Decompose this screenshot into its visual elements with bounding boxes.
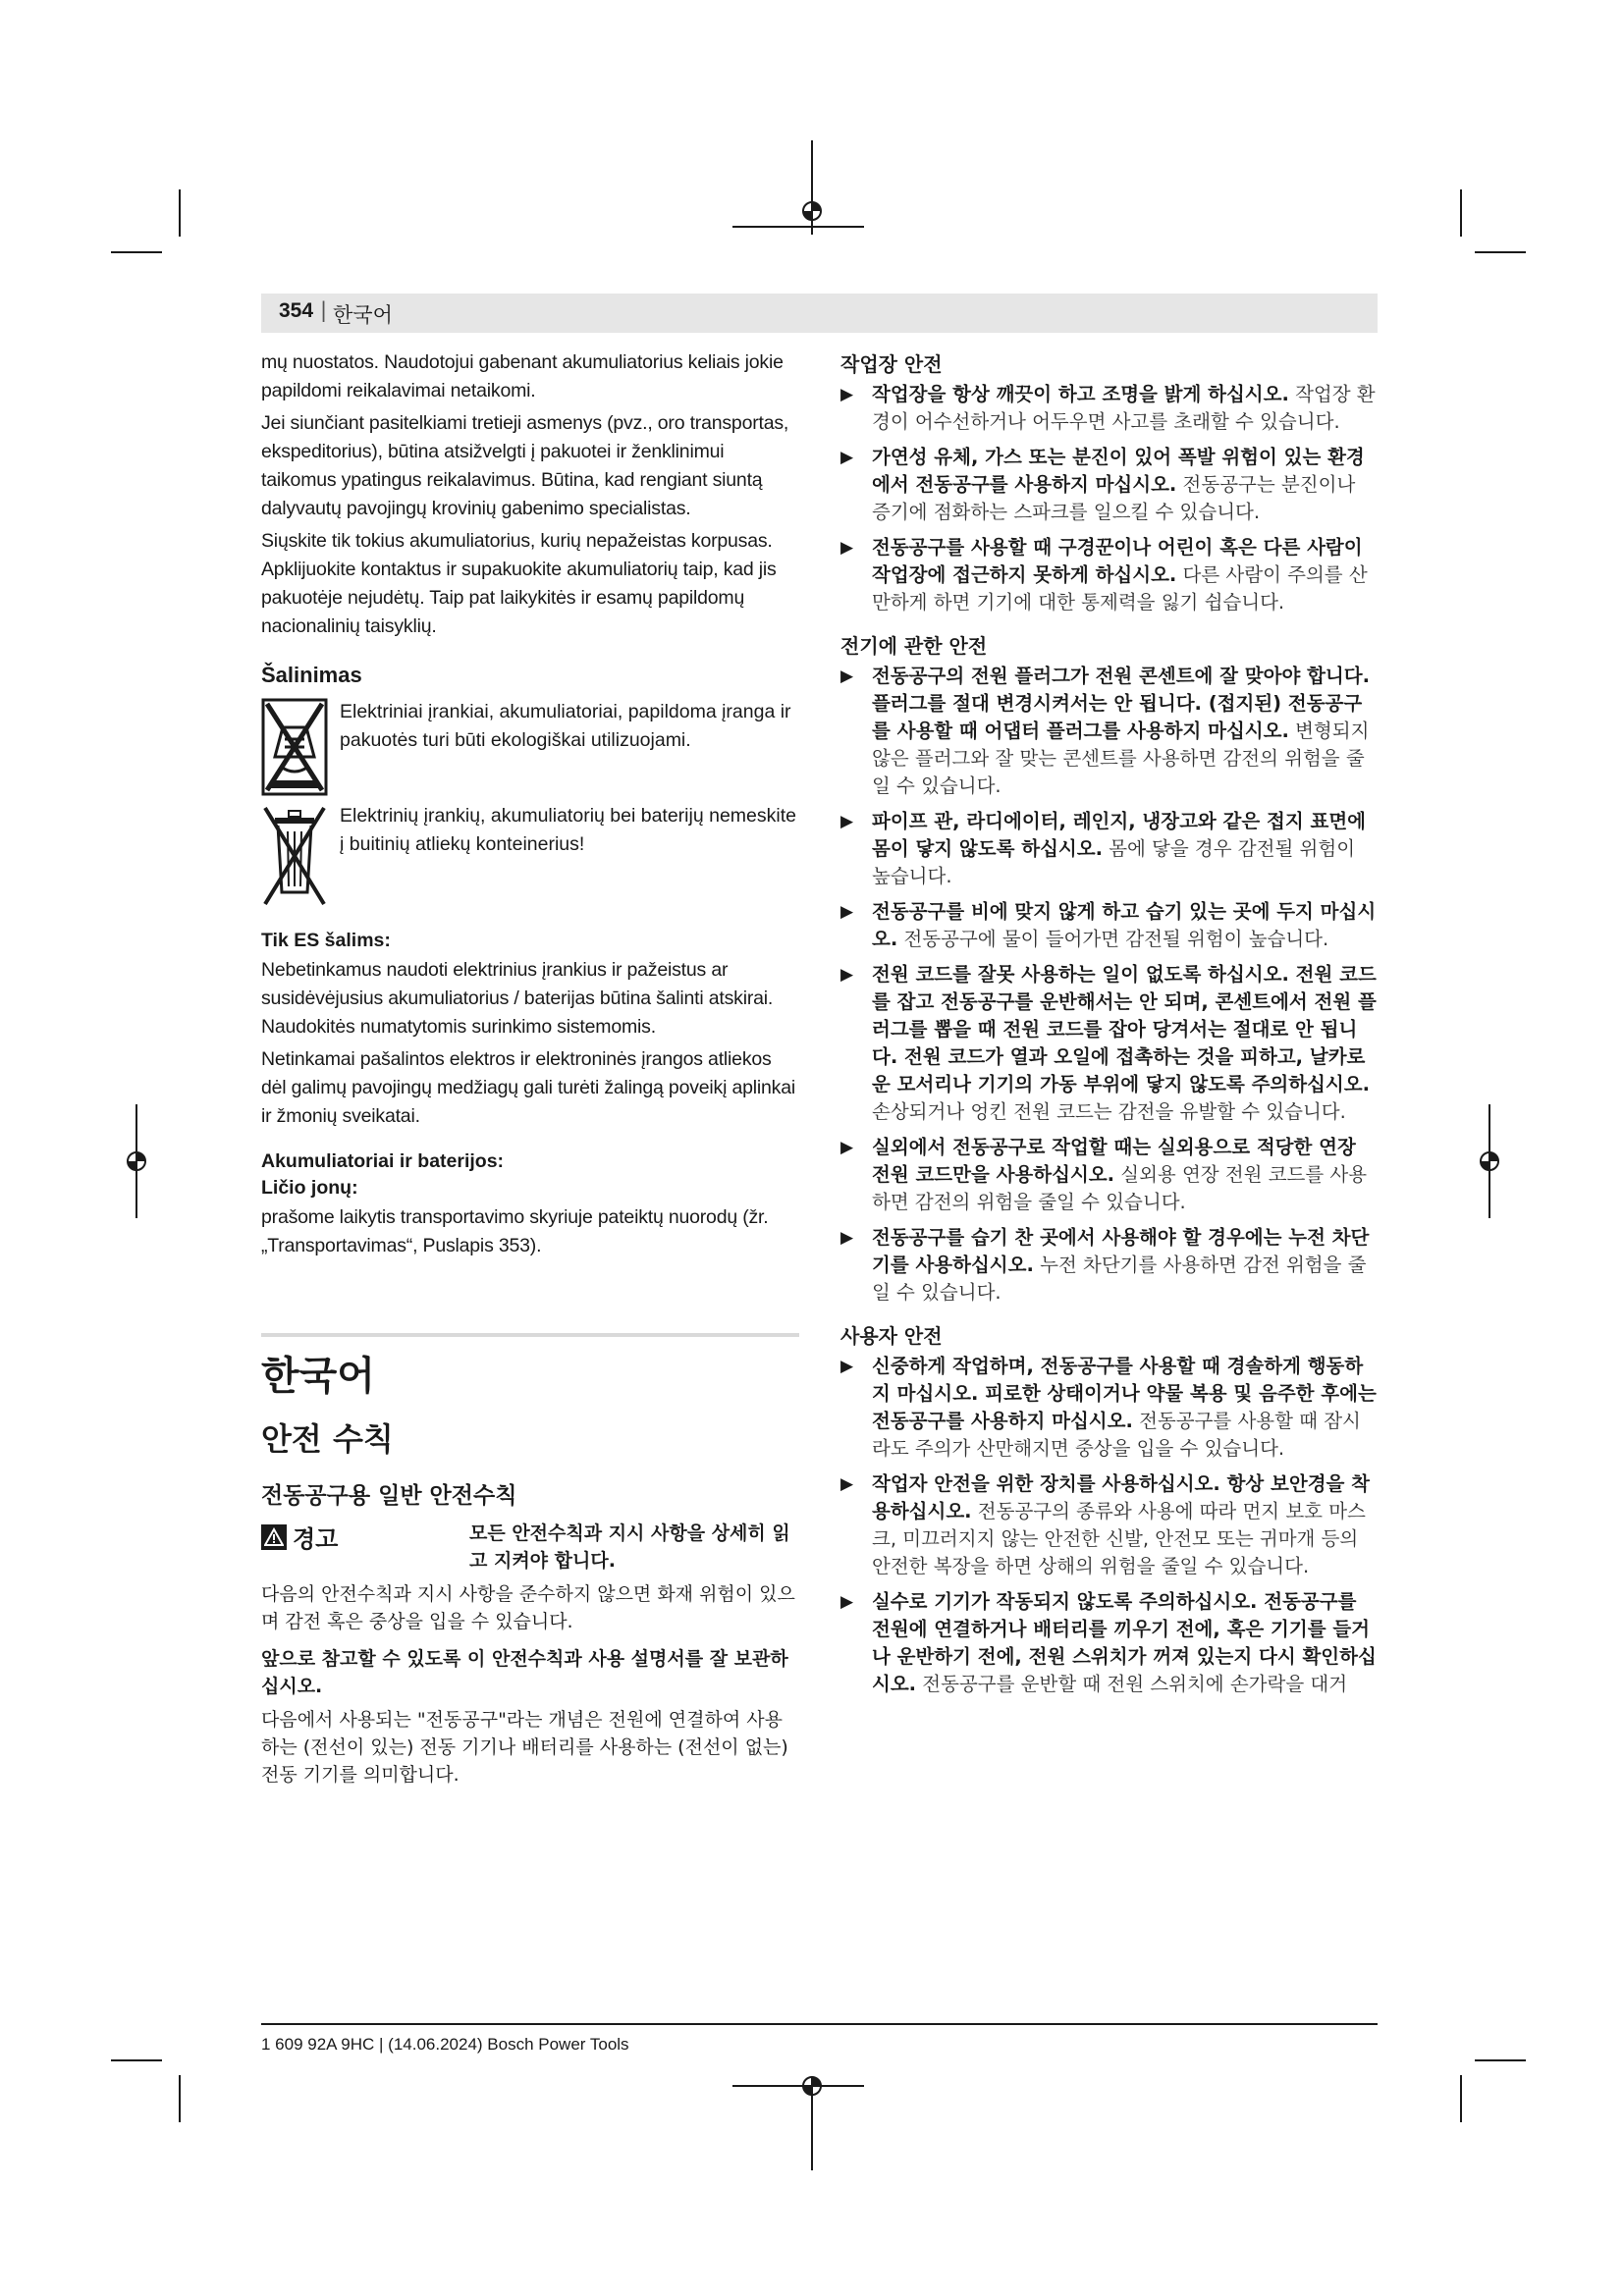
electrical-safety-heading: 전기에 관한 안전: [840, 634, 988, 658]
safety-item-text: 전동공구에 물이 들어가면 감전될 위험이 높습니다.: [903, 928, 1329, 950]
safety-item-bold: 가연성 유체, 가스 또는 분진이 있어 폭발 위험이 있는 환경에서 전동공구를 사용하지 마십시오.: [872, 446, 1365, 496]
safety-item: [840, 1224, 1379, 1307]
eu-heading: Tik ES šalims:: [261, 930, 391, 951]
disposal-item-bin: [261, 802, 799, 910]
bullet-arrow-icon: ▶: [840, 1138, 854, 1157]
disposal-item-recycle: [261, 698, 799, 796]
left-column: [261, 348, 799, 1794]
disposal-text-1: Elektriniai įrankiai, akumuliatoriai, papildoma įranga ir pakuotės turi būti ekologiškai utilizuojami.: [340, 701, 791, 751]
safety-item-bold: 작업자 안전을 위한 장치를 사용하십시오. 항상 보안경을 착용하십시오.: [872, 1472, 1371, 1522]
transport-paragraph-3: Siųskite tik tokius akumuliatorius, kurių nepažeistas korpusas. Apklijuokite kontaktus ir supakuokite akumuliatorių taip, kad jis pakuotėje nejudėtų. Taip pat laikykitės ir esamų papildomų nacionalinių taisyklių.: [261, 530, 777, 637]
general-safety-heading: 전동공구용 일반 안전수칙: [261, 1483, 517, 1509]
eu-paragraph-2: Netinkamai pašalintos elektros ir elektroninės įrangos atliekos dėl galimų pavojingų medžiagų gali turėti žalingą poveikį aplinkai ir žmonių sveikatai.: [261, 1048, 795, 1127]
safety-item: [840, 1588, 1379, 1698]
safety-item-text: 전동공구를 운반할 때 전원 스위치에 손가락을 대거: [922, 1673, 1348, 1695]
safety-item: [840, 444, 1379, 526]
bullet-arrow-icon: ▶: [840, 1474, 854, 1494]
disposal-heading: Šalinimas: [261, 663, 362, 687]
safety-item-bold: 파이프 관, 라디에이터, 레인지, 냉장고와 같은 접지 표면에 몸이 닿지 않도록 하십시오.: [872, 810, 1366, 860]
language-title: 한국어: [261, 1354, 375, 1399]
bullet-arrow-icon: ▶: [840, 667, 854, 686]
safety-item: [840, 663, 1379, 800]
footer-rule: [261, 2023, 1378, 2025]
liion-heading: Ličio jonų:: [261, 1177, 358, 1199]
safety-item-bold: 실수로 기기가 작동되지 않도록 주의하십시오. 전동공구를 전원에 연결하거나 배터리를 끼우기 전에, 혹은 기기를 들거나 운반하기 전에, 전원 스위치가 꺼져 있는지 다시 확인하십시오.: [872, 1590, 1377, 1695]
bullet-arrow-icon: ▶: [840, 812, 854, 831]
safety-item-bold: 실외에서 전동공구로 작업할 때는 실외용으로 적당한 연장 전원 코드만을 사용하십시오.: [872, 1136, 1356, 1186]
safety-item-text: 몸에 닿을 경우 감전될 위험이 높습니다.: [872, 837, 1356, 887]
personal-safety-heading: 사용자 안전: [840, 1324, 943, 1348]
warning-triangle-icon: [261, 1524, 287, 1550]
safety-item-text: 손상되거나 엉킨 전원 코드는 감전을 유발할 수 있습니다.: [872, 1100, 1346, 1123]
keep-instructions: 앞으로 참고할 수 있도록 이 안전수칙과 사용 설명서를 잘 보관하십시오.: [261, 1648, 788, 1697]
safety-item: [840, 534, 1379, 616]
recycle-disposal-icon: [261, 698, 328, 796]
bullet-arrow-icon: ▶: [840, 538, 854, 558]
safety-item: [840, 808, 1379, 890]
bullet-arrow-icon: ▶: [840, 902, 854, 922]
safety-item-text: 다른 사람이 주의를 산만하게 하면 기기에 대한 통제력을 잃기 쉽습니다.: [872, 563, 1368, 614]
safety-title: 안전 수칙: [261, 1420, 394, 1458]
bullet-arrow-icon: ▶: [840, 1228, 854, 1248]
header-title: 한국어: [333, 303, 393, 327]
safety-item-text: 전동공구의 종류와 사용에 따라 먼지 보호 마스크, 미끄러지지 않는 안전한 신발, 안전모 또는 귀마개 등의 안전한 복장을 하면 상해의 위험을 줄일 수 있습니다.: [872, 1500, 1366, 1577]
work-area-safety-heading: 작업장 안전: [840, 352, 943, 376]
page-header: [261, 294, 1378, 333]
safety-item-text: 전동공구를 사용할 때 잠시라도 주의가 산만해지면 중상을 입을 수 있습니다.: [872, 1410, 1361, 1460]
safety-item-bold: 전동공구의 전원 플러그가 전원 콘센트에 잘 맞아야 합니다. 플러그를 절대 변경시켜서는 안 됩니다. (접지된) 전동공구를 사용할 때 어댑터 플러그를 사용하지 마십시오.: [872, 665, 1371, 742]
safety-item: [840, 1470, 1379, 1580]
bullet-arrow-icon: ▶: [840, 965, 854, 985]
safety-item-text: 실외용 연장 전원 코드를 사용하면 감전의 위험을 줄일 수 있습니다.: [872, 1163, 1368, 1213]
safety-item: [840, 961, 1379, 1126]
disposal-text-2: Elektrinių įrankių, akumuliatorių bei baterijų nemeskite į buitinių atliekų konteinerius!: [340, 805, 796, 855]
page-footer: 1 609 92A 9HC | (14.06.2024) Bosch Power Tools: [261, 2035, 629, 2054]
safety-item-text: 전동공구는 분진이나 증기에 점화하는 스파크를 일으킬 수 있습니다.: [872, 473, 1356, 523]
warning-label-text: 경고: [293, 1525, 339, 1553]
batteries-heading: Akumuliatoriai ir baterijos:: [261, 1150, 505, 1172]
safety-item-bold: 전동공구를 습기 찬 곳에서 사용해야 할 경우에는 누전 차단기를 사용하십시오.: [872, 1226, 1370, 1276]
eu-paragraph-1: Nebetinkamus naudoti elektrinius įrankius ir pažeistus ar susidėvėjusius akumuliatorius / baterijas būtina šalinti atskirai. Naudokitės numatytomis surinkimo sistemomis.: [261, 959, 774, 1038]
warning-block: [261, 1520, 799, 1580]
power-tool-definition: 다음에서 사용되는 "전동공구"라는 개념은 전원에 연결하여 사용하는 (전선이 있는) 전동 기기나 배터리를 사용하는 (전선이 없는) 전동 기기를 의미합니다.: [261, 1709, 788, 1786]
safety-item-bold: 전동공구를 비에 맞지 않게 하고 습기 있는 곳에 두지 마십시오.: [872, 900, 1377, 950]
safety-item: [840, 898, 1379, 953]
warning-bold-text: 모든 안전수칙과 지시 사항을 상세히 읽고 지켜야 합니다.: [469, 1522, 790, 1572]
bullet-arrow-icon: ▶: [840, 1357, 854, 1376]
safety-item-bold: 전동공구를 사용할 때 구경꾼이나 어린이 혹은 다른 사람이 작업장에 접근하지 못하게 하십시오.: [872, 536, 1363, 586]
safety-item-text: 변형되지 않은 플러그와 잘 맞는 콘센트를 사용하면 감전의 위험을 줄일 수 있습니다.: [872, 720, 1370, 797]
page-number: 354: [279, 299, 314, 322]
right-column: [840, 348, 1379, 1706]
section-divider: [261, 1333, 799, 1337]
warning-label: [261, 1520, 469, 1554]
safety-item-text: 누전 차단기를 사용하면 감전 위험을 줄일 수 있습니다.: [872, 1254, 1367, 1304]
warning-text: 다음의 안전수칙과 지시 사항을 준수하지 않으면 화재 위험이 있으며 감전 혹은 중상을 입을 수 있습니다.: [261, 1583, 795, 1632]
crossed-bin-icon: [261, 802, 328, 910]
safety-item: [840, 1134, 1379, 1216]
bullet-arrow-icon: ▶: [840, 385, 854, 404]
safety-item: [840, 1353, 1379, 1463]
safety-item: [840, 381, 1379, 436]
bullet-arrow-icon: ▶: [840, 1592, 854, 1612]
safety-item-text: 작업장 환경이 어수선하거나 어두우면 사고를 초래할 수 있습니다.: [872, 383, 1376, 433]
transport-paragraph-2: Jei siunčiant pasitelkiami tretieji asmenys (pvz., oro transportas, ekspeditorius), būtina atsižvelgti į pakuotei ir ženklinimui taikomus ypatingus reikalavimus. Būtina, kad rengiant siuntą dalyvautų pavojingų krovinių gabenimo specialistas.: [261, 412, 789, 519]
liion-text: prašome laikytis transportavimo skyriuje pateiktų nuorodų (žr. „Transportavimas“, Puslapis 353).: [261, 1206, 769, 1256]
safety-item-bold: 전원 코드를 잘못 사용하는 일이 없도록 하십시오. 전원 코드를 잡고 전동공구를 운반해서는 안 되며, 콘센트에서 전원 플러그를 뽑을 때 전원 코드를 잡아 당겨서는 절대로 안 됩니다. 전원 코드가 열과 오일에 접촉하는 것을 피하고, 날카로운 모서리나 기기의 가동 부위에 닿지 않도록 주의하십시오.: [872, 963, 1377, 1095]
transport-paragraph-1: mų nuostatos. Naudotojui gabenant akumuliatorius keliais jokie papildomi reikalavimai netaikomi.: [261, 351, 784, 401]
safety-item-bold: 작업장을 항상 깨끗이 하고 조명을 밝게 하십시오.: [872, 383, 1289, 405]
bullet-arrow-icon: ▶: [840, 448, 854, 467]
header-separator: |: [320, 298, 328, 322]
safety-item-bold: 신중하게 작업하며, 전동공구를 사용할 때 경솔하게 행동하지 마십시오. 피로한 상태이거나 약물 복용 및 음주한 후에는 전동공구를 사용하지 마십시오.: [872, 1355, 1377, 1432]
